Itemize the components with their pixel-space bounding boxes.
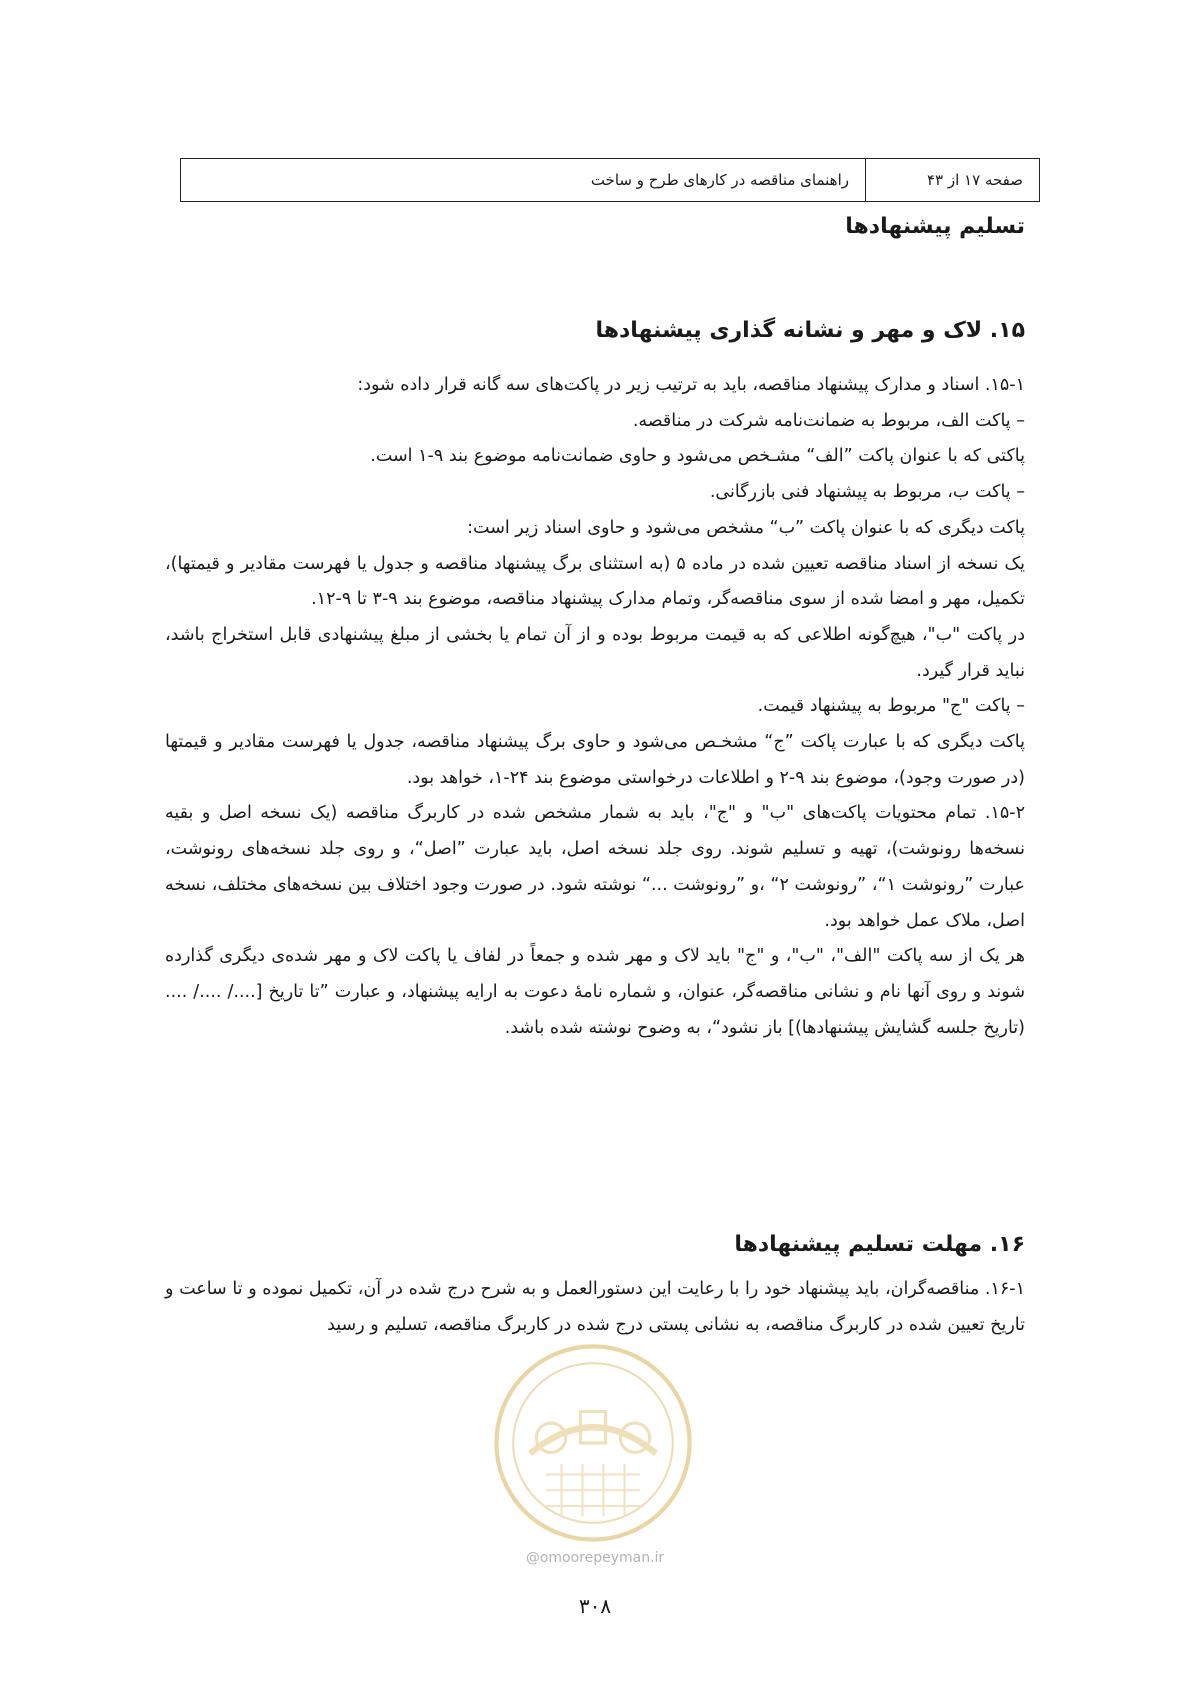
paragraph: در پاکت "ب"، هیچ‌گونه اطلاعی که به قیمت مربوط بوده و از آن تمام یا بخشی از مبلغ پیشنهادی قابل استخراج باشد، نباید قرار گیرد.: [165, 624, 1025, 681]
paragraph: – پاکت الف، مربوط به ضمانت‌نامه شرکت در مناقصه.: [632, 410, 1025, 431]
paragraph: ۱۶-۱. مناقصه‌گران، باید پیشنهاد خود را با رعایت این دستورالعمل و به شرح درج شده در آن، تکمیل نموده و تا ساعت و تاریخ تعیین شده در کاربرگ مناقصه، به نشانی پستی درج شده در کاربرگ مناقصه، تسلیم و رسید: [165, 1279, 1025, 1335]
paragraph: – پاکت ب، مربوط به پیشنهاد فنی بازرگانی.: [709, 482, 1025, 503]
paragraph: ۱۵-۱. اسناد و مدارک پیشنهاد مناقصه، باید به ترتیب زیر در پاکت‌های سه گانه قرار داده شود:: [357, 375, 1025, 395]
page-number: ۳۰۸: [578, 1594, 612, 1618]
paragraph: یک نسخه از اسناد مناقصه تعیین شده در ماده ۵ (به استثنای برگ پیشنهاد مناقصه و جدول یا فهرست مقادیر و قیمتها)، تکمیل، مهر و امضا شده از سوی مناقصه‌گر، وتمام مدارک پیشنهاد مناقصه، موضوع بند ۹-۳ تا ۹-۱۲.: [165, 553, 1025, 610]
page-header: [180, 158, 1040, 202]
paragraph: پاکتی که با عنوان پاکت ”الف“ مشـخص می‌شود و حاوی ضمانت‌نامه موضوع بند ۹-۱ است.: [370, 446, 1025, 467]
paragraph: پاکت دیگری که با عنوان پاکت ”ب“ مشخص می‌شود و حاوی اسناد زیر است:: [467, 517, 1025, 538]
section-15-heading: ۱۵. لاک و مهر و نشانه گذاری پیشنهادها: [595, 318, 1025, 343]
section-16-body: [165, 1272, 1025, 1343]
section-16-heading: ۱۶. مهلت تسلیم پیشنهادها: [734, 1232, 1025, 1257]
header-doc-title: راهنمای مناقصه در کارهای طرح و ساخت: [590, 171, 849, 189]
paragraph: هر یک از سه پاکت "الف"، "ب"، و "ج" باید لاک و مهر شده و جمعاً در لفاف یا پاکت لاک و مهر شده‌ی دیگری گذارده شوند و روی آنها نام و نشانی مناقصه‌گر، عنوان، و شماره نامهٔ دعوت به ارایه پیشنهاد، و عبارت ”تا تاریخ [..../ ..../ .... (تاریخ جلسه گشایش پیشنهادها)] باز نشود“، به وضوح نوشته شده باشد.: [165, 946, 1025, 1038]
paragraph: ۱۵-۲. تمام محتویات پاکت‌های "ب" و "ج"، باید به شمار مشخص شده در کاربرگ مناقصه (یک نسخه اصل و بقیه نسخه‌ها رونوشت)، تهیه و تسلیم شوند. روی جلد نسخه اصل، باید عبارت ”اصل“، و روی جلد نسخه‌های رونوشت، عبارت ”رونوشت ۱“، ”رونوشت ۲“ ،و ”رونوشت ...“ نوشته شود. در صورت وجود اختلاف بین نسخه‌های مختلف، نسخه اصل، ملاک عمل خواهد بود.: [165, 803, 1025, 931]
chapter-title: تسلیم پیشنهادها: [845, 214, 1025, 239]
omoorepeyman-seal-icon: [488, 1338, 698, 1548]
section-15-body: [165, 368, 1025, 1046]
paragraph: – پاکت "ج" مربوط به پیشنهاد قیمت.: [757, 696, 1025, 717]
paragraph: پاکت دیگری که با عبارت پاکت ”ج“ مشخـص می‌شود و حاوی برگ پیشنهاد مناقصه، جدول یا فهرست مقادیر و قیمتها (در صورت وجود)، موضوع بند ۹-۲ و اطلاعات درخواستی موضوع بند ۲۴-۱، خواهد بود.: [165, 732, 1025, 788]
watermark-url: @omoorepeyman.ir: [525, 1550, 665, 1566]
header-page-info: صفحه ۱۷ از ۴۳: [865, 159, 1039, 201]
